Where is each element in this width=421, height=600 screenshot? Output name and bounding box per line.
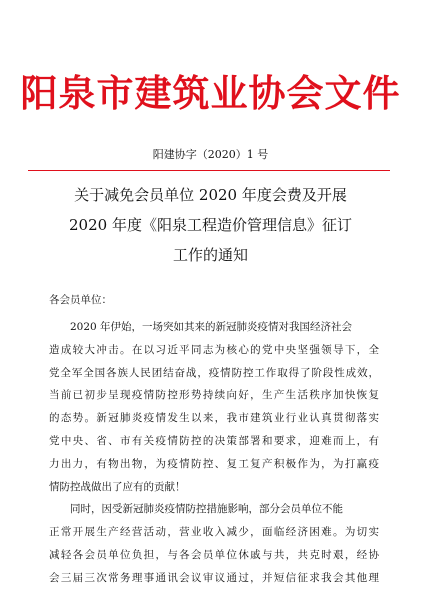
notice-body [49, 316, 379, 590]
document-number: 阳建协字（2020）1 号 [152, 148, 269, 161]
body-line: 正常开展生产经营活动，营业收入减少，面临经济困难。为切实 [49, 526, 379, 539]
body-line: 造成较大冲击。在以习近平同志为核心的党中央坚强领导下，全 [49, 343, 379, 356]
notice-subject [0, 180, 421, 270]
document-header-title: 阳泉市建筑业协会文件 [20, 72, 401, 115]
body-line: 党中央、省、市有关疫情防控的决策部署和要求，迎难而上，有 [49, 434, 379, 447]
body-line: 的态势。新冠肺炎疫情发生以来，我市建筑业行业认真贯彻落实 [49, 412, 379, 425]
body-line: 同时，因受新冠肺炎疫情防控措施影响，部分会员单位不能 [70, 503, 343, 516]
body-line: 减轻各会员单位负担，与各会员单位休戚与共，共克时艰，经协 [49, 548, 379, 561]
header-red-rule [28, 170, 390, 171]
subject-line: 工作的通知 [172, 246, 248, 264]
body-line: 党全军全国各族人民团结奋战，疫情防控工作取得了阶段性成效， [49, 366, 379, 379]
subject-line: 关于减免会员单位 2020 年度会费及开展 [74, 186, 347, 204]
body-line: 情防控战做出了应有的贡献！ [49, 480, 186, 493]
body-line: 力出力，有物出物，为疫情防控、复工复产积极作为，为打赢疫 [49, 457, 379, 470]
body-line: 2020 年伊始，一场突如其来的新冠肺炎疫情对我国经济社会 [70, 321, 353, 333]
body-line: 会三届三次常务理事通讯会议审议通过，并短信征求我会其他理 [49, 571, 379, 584]
subject-line: 2020 年度《阳泉工程造价管理信息》征订 [69, 216, 352, 234]
salutation: 各会员单位： [49, 294, 112, 306]
body-line: 当前已初步呈现疫情防控形势持续向好，生产生活秩序加快恢复 [49, 389, 379, 402]
